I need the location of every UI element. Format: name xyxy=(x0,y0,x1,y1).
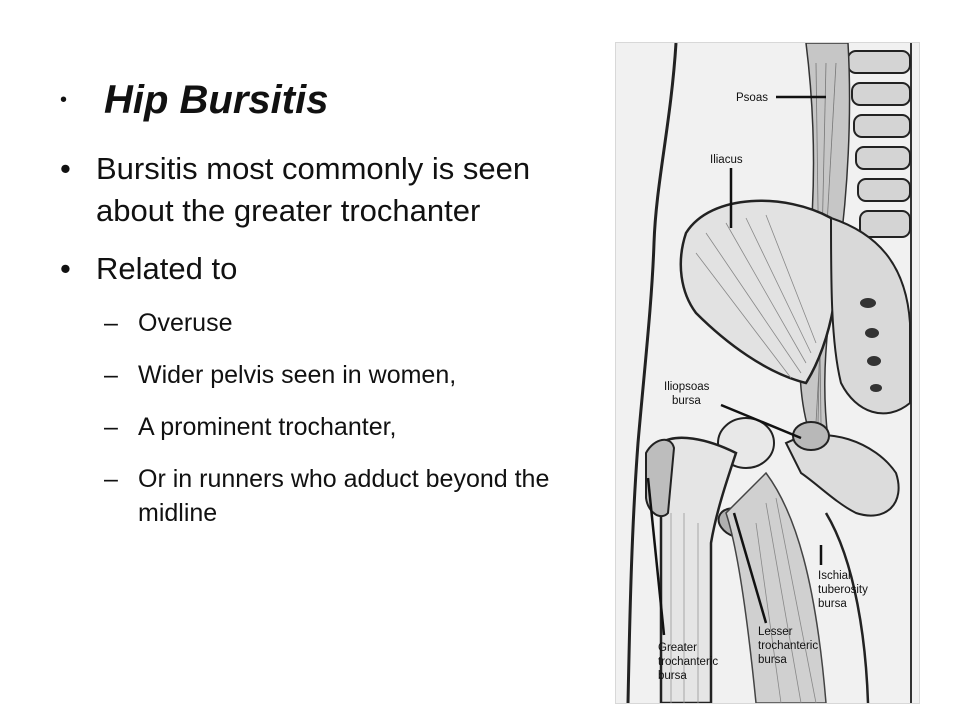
anatomy-drawing xyxy=(616,43,919,703)
lesser-bursa-label-line2: trochanteric xyxy=(758,640,819,652)
bullet-item xyxy=(60,248,600,290)
hip-anatomy-illustration xyxy=(615,42,920,704)
dash-icon: – xyxy=(104,465,118,493)
bullet-text: Related to xyxy=(96,251,238,286)
sub-bullet-text: A prominent trochanter, xyxy=(138,413,397,441)
bullet-dot-icon: • xyxy=(60,89,68,111)
dash-icon: – xyxy=(104,413,118,441)
ischial-bursa-label-line1: Ischial xyxy=(818,570,851,582)
lesser-bursa-label-line3: bursa xyxy=(758,654,787,666)
sub-bullet-item xyxy=(60,358,600,392)
iliopsoas-bursa-label-line1: Iliopsoas xyxy=(664,381,710,393)
sub-bullet-text: Overuse xyxy=(138,309,233,337)
dash-icon: – xyxy=(104,361,118,389)
sub-bullet-text: Wider pelvis seen in women, xyxy=(138,361,457,389)
bullet-list xyxy=(60,60,600,530)
sub-bullet-text: Or in runners who adduct beyond the midline xyxy=(138,465,550,527)
lesser-bursa-label-line1: Lesser xyxy=(758,626,793,638)
greater-bursa-label-line3: bursa xyxy=(658,670,687,682)
iliacus-label: Iliacus xyxy=(710,154,743,166)
bullet-dot-icon: • xyxy=(60,151,71,186)
ischial-bursa-label-line3: bursa xyxy=(818,598,847,610)
dash-icon: – xyxy=(104,309,118,337)
psoas-label: Psoas xyxy=(736,92,768,104)
ischial-bursa-label-line2: tuberosity xyxy=(818,584,868,596)
slide-title: Hip Bursitis xyxy=(104,78,329,122)
bullet-item xyxy=(60,148,600,232)
slide-title-item xyxy=(60,60,600,140)
greater-bursa-label-line1: Greater xyxy=(658,642,697,654)
greater-bursa-label-line2: trochanteric xyxy=(658,656,719,668)
bullet-text: Bursitis most commonly is seen about the greater trochanter xyxy=(96,151,531,228)
iliopsoas-bursa-label-line2: bursa xyxy=(672,395,701,407)
sub-bullet-item xyxy=(60,410,600,444)
bullet-dot-icon: • xyxy=(60,251,71,286)
sub-bullet-item xyxy=(60,462,600,530)
sub-bullet-item xyxy=(60,306,600,340)
